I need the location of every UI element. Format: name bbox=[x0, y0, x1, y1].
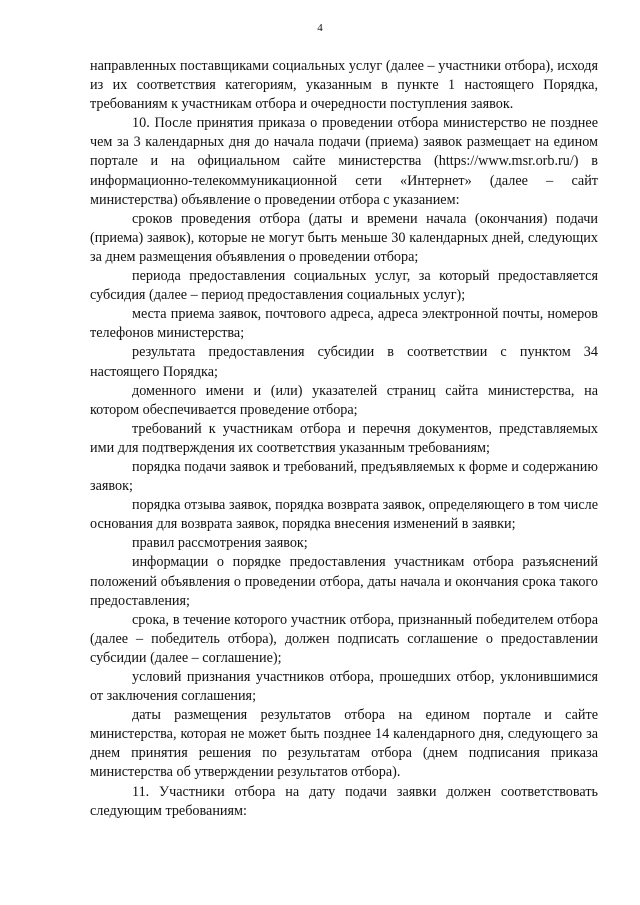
paragraph-contacts: места приема заявок, почтового адреса, адреса электронной почты, номеров телефонов министерства; bbox=[90, 306, 598, 342]
document-body bbox=[90, 57, 598, 821]
paragraph-withdrawal-procedure: порядка отзыва заявок, порядка возврата заявок, определяющего в том числе основания для возврата заявок, порядка внесения изменений в заявки; bbox=[90, 497, 598, 533]
paragraph-service-period: периода предоставления социальных услуг, за который предоставляется субсидия (далее – период предоставления социальных услуг); bbox=[90, 268, 598, 304]
paragraph-review-rules: правил рассмотрения заявок; bbox=[132, 535, 308, 552]
paragraph-agreement-term: срока, в течение которого участник отбора, признанный победителем отбора (далее – победитель отбора), должен подписать соглашение о предоставлении субсидии (далее – соглашение); bbox=[90, 611, 598, 666]
paragraph-evasion-conditions: условий признания участников отбора, прошедших отбор, уклонившимися от заключения соглашения; bbox=[90, 669, 598, 705]
paragraph-item-11: 11. Участники отбора на дату подачи заявки должен соответствовать следующим требованиям: bbox=[90, 783, 598, 819]
paragraph-item-10: 10. После принятия приказа о проведении отбора министерство не позднее чем за 3 календарных дня до начала подачи (приема) заявок размещает на едином портале и на официальном сайте министерства (https://www.msr.orb.ru/) в информационно-телекоммуникационной сети «Интернет» (далее – сайт министерства) объявление о проведении отбора с указанием: bbox=[90, 115, 598, 208]
paragraph-subsidy-result: результата предоставления субсидии в соответствии с пунктом 34 настоящего Порядка; bbox=[90, 344, 598, 380]
paragraph-results-publication: даты размещения результатов отбора на едином портале и сайте министерства, которая не может быть позднее 14 календарного дня, следующего за днем принятия решения по результатам отбора (днем подписания приказа министерства об утверждении результатов отбора). bbox=[90, 707, 598, 781]
paragraph-domain-name: доменного имени и (или) указателей страниц сайта министерства, на котором обеспечивается проведение отбора; bbox=[90, 382, 598, 418]
paragraph-application-procedure: порядка подачи заявок и требований, предъявляемых к форме и содержанию заявок; bbox=[90, 458, 598, 495]
paragraph-continuation: направленных поставщиками социальных услуг (далее – участники отбора), исходя из их соответствия категориям, указанным в пункте 1 настоящего Порядка, требованиям к участникам отбора и очередности поступления заявок. bbox=[90, 58, 598, 113]
paragraph-clarifications: информации о порядке предоставления участникам отбора разъяснений положений объявления о проведении отбора, даты начала и окончания срока такого предоставления; bbox=[90, 554, 598, 609]
page-number: 4 bbox=[317, 22, 323, 34]
paragraph-selection-deadlines: сроков проведения отбора (даты и времени начала (окончания) подачи (приема) заявок), которые не могут быть меньше 30 календарных дней, следующих за днем размещения объявления о проведении отбора; bbox=[90, 210, 598, 265]
paragraph-participant-requirements: требований к участникам отбора и перечня документов, представляемых ими для подтверждения их соответствия указанным требованиям; bbox=[90, 420, 598, 456]
